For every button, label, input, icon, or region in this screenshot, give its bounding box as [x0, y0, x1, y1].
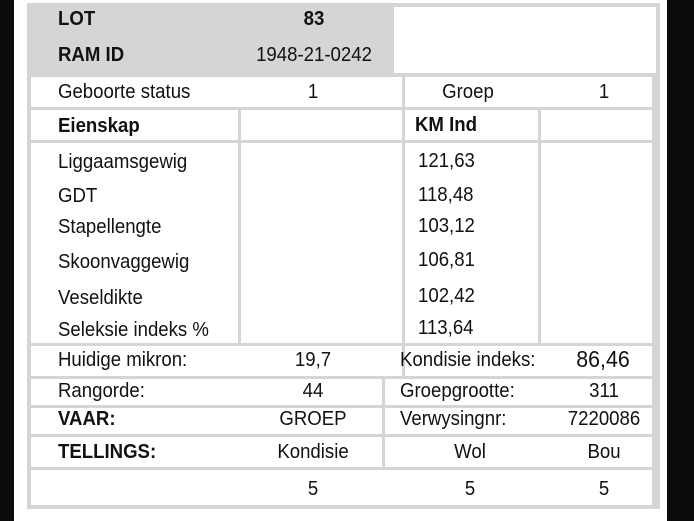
condition-index-label: Kondisie indeks: — [400, 349, 536, 371]
trait-km-value: 121,63 — [418, 150, 475, 172]
reference-label: Verwysingnr: — [400, 408, 507, 430]
extra-body-cell — [541, 143, 652, 343]
micron-label: Huidige mikron: — [58, 349, 188, 371]
birth-status-value: 1 — [307, 81, 319, 103]
score-header-wool: Wol — [454, 441, 486, 463]
extra-header-cell — [541, 110, 652, 140]
trait-name: GDT — [58, 185, 98, 207]
reference-value: 7220086 — [567, 408, 641, 430]
lot-label: LOT — [58, 8, 96, 30]
trait-km-value: 102,42 — [418, 285, 475, 307]
score-value-condition: 5 — [307, 478, 319, 500]
photo-box — [394, 7, 656, 73]
sire-label: VAAR: — [58, 408, 116, 430]
micron-value: 19,7 — [294, 349, 332, 371]
group-size-label: Groepgrootte: — [400, 380, 515, 402]
trait-name: Liggaamsgewig — [58, 151, 188, 173]
rank-label: Rangorde: — [58, 380, 145, 402]
group-size-value: 311 — [589, 380, 619, 402]
score-header-build: Bou — [587, 441, 621, 463]
trait-km-value: 103,12 — [418, 215, 475, 237]
rank-value: 44 — [302, 380, 324, 402]
score-value-wool: 5 — [464, 478, 476, 500]
blank-header-cell — [241, 110, 402, 140]
trait-name: Veseldikte — [58, 287, 143, 309]
score-value-build: 5 — [598, 478, 610, 500]
condition-index-value: 86,46 — [576, 346, 630, 372]
lot-value: 83 — [303, 8, 325, 30]
km-column-header: KM Ind — [415, 114, 477, 136]
trait-km-value: 118,48 — [418, 184, 474, 206]
km-values-cell — [405, 143, 538, 343]
trait-names-cell — [31, 143, 238, 343]
birth-status-label: Geboorte status — [58, 81, 191, 103]
trait-name: Seleksie indeks % — [58, 319, 209, 341]
ram-data-sheet — [27, 3, 660, 509]
group-label: Groep — [442, 81, 494, 103]
trait-km-value: 106,81 — [418, 249, 475, 271]
score-header-condition: Kondisie — [277, 441, 349, 463]
blank-body-cell — [241, 143, 402, 343]
sire-value: GROEP — [279, 408, 347, 430]
trait-km-value: 113,64 — [418, 317, 474, 339]
trait-column-header: Eienskap — [58, 115, 140, 137]
trait-name: Stapellengte — [58, 216, 162, 238]
group-value: 1 — [598, 81, 610, 103]
trait-name: Skoonvaggewig — [58, 251, 190, 273]
scores-label: TELLINGS: — [58, 441, 157, 463]
ram-id-value: 1948-21-0242 — [256, 44, 372, 66]
ram-id-label: RAM ID — [58, 44, 125, 66]
